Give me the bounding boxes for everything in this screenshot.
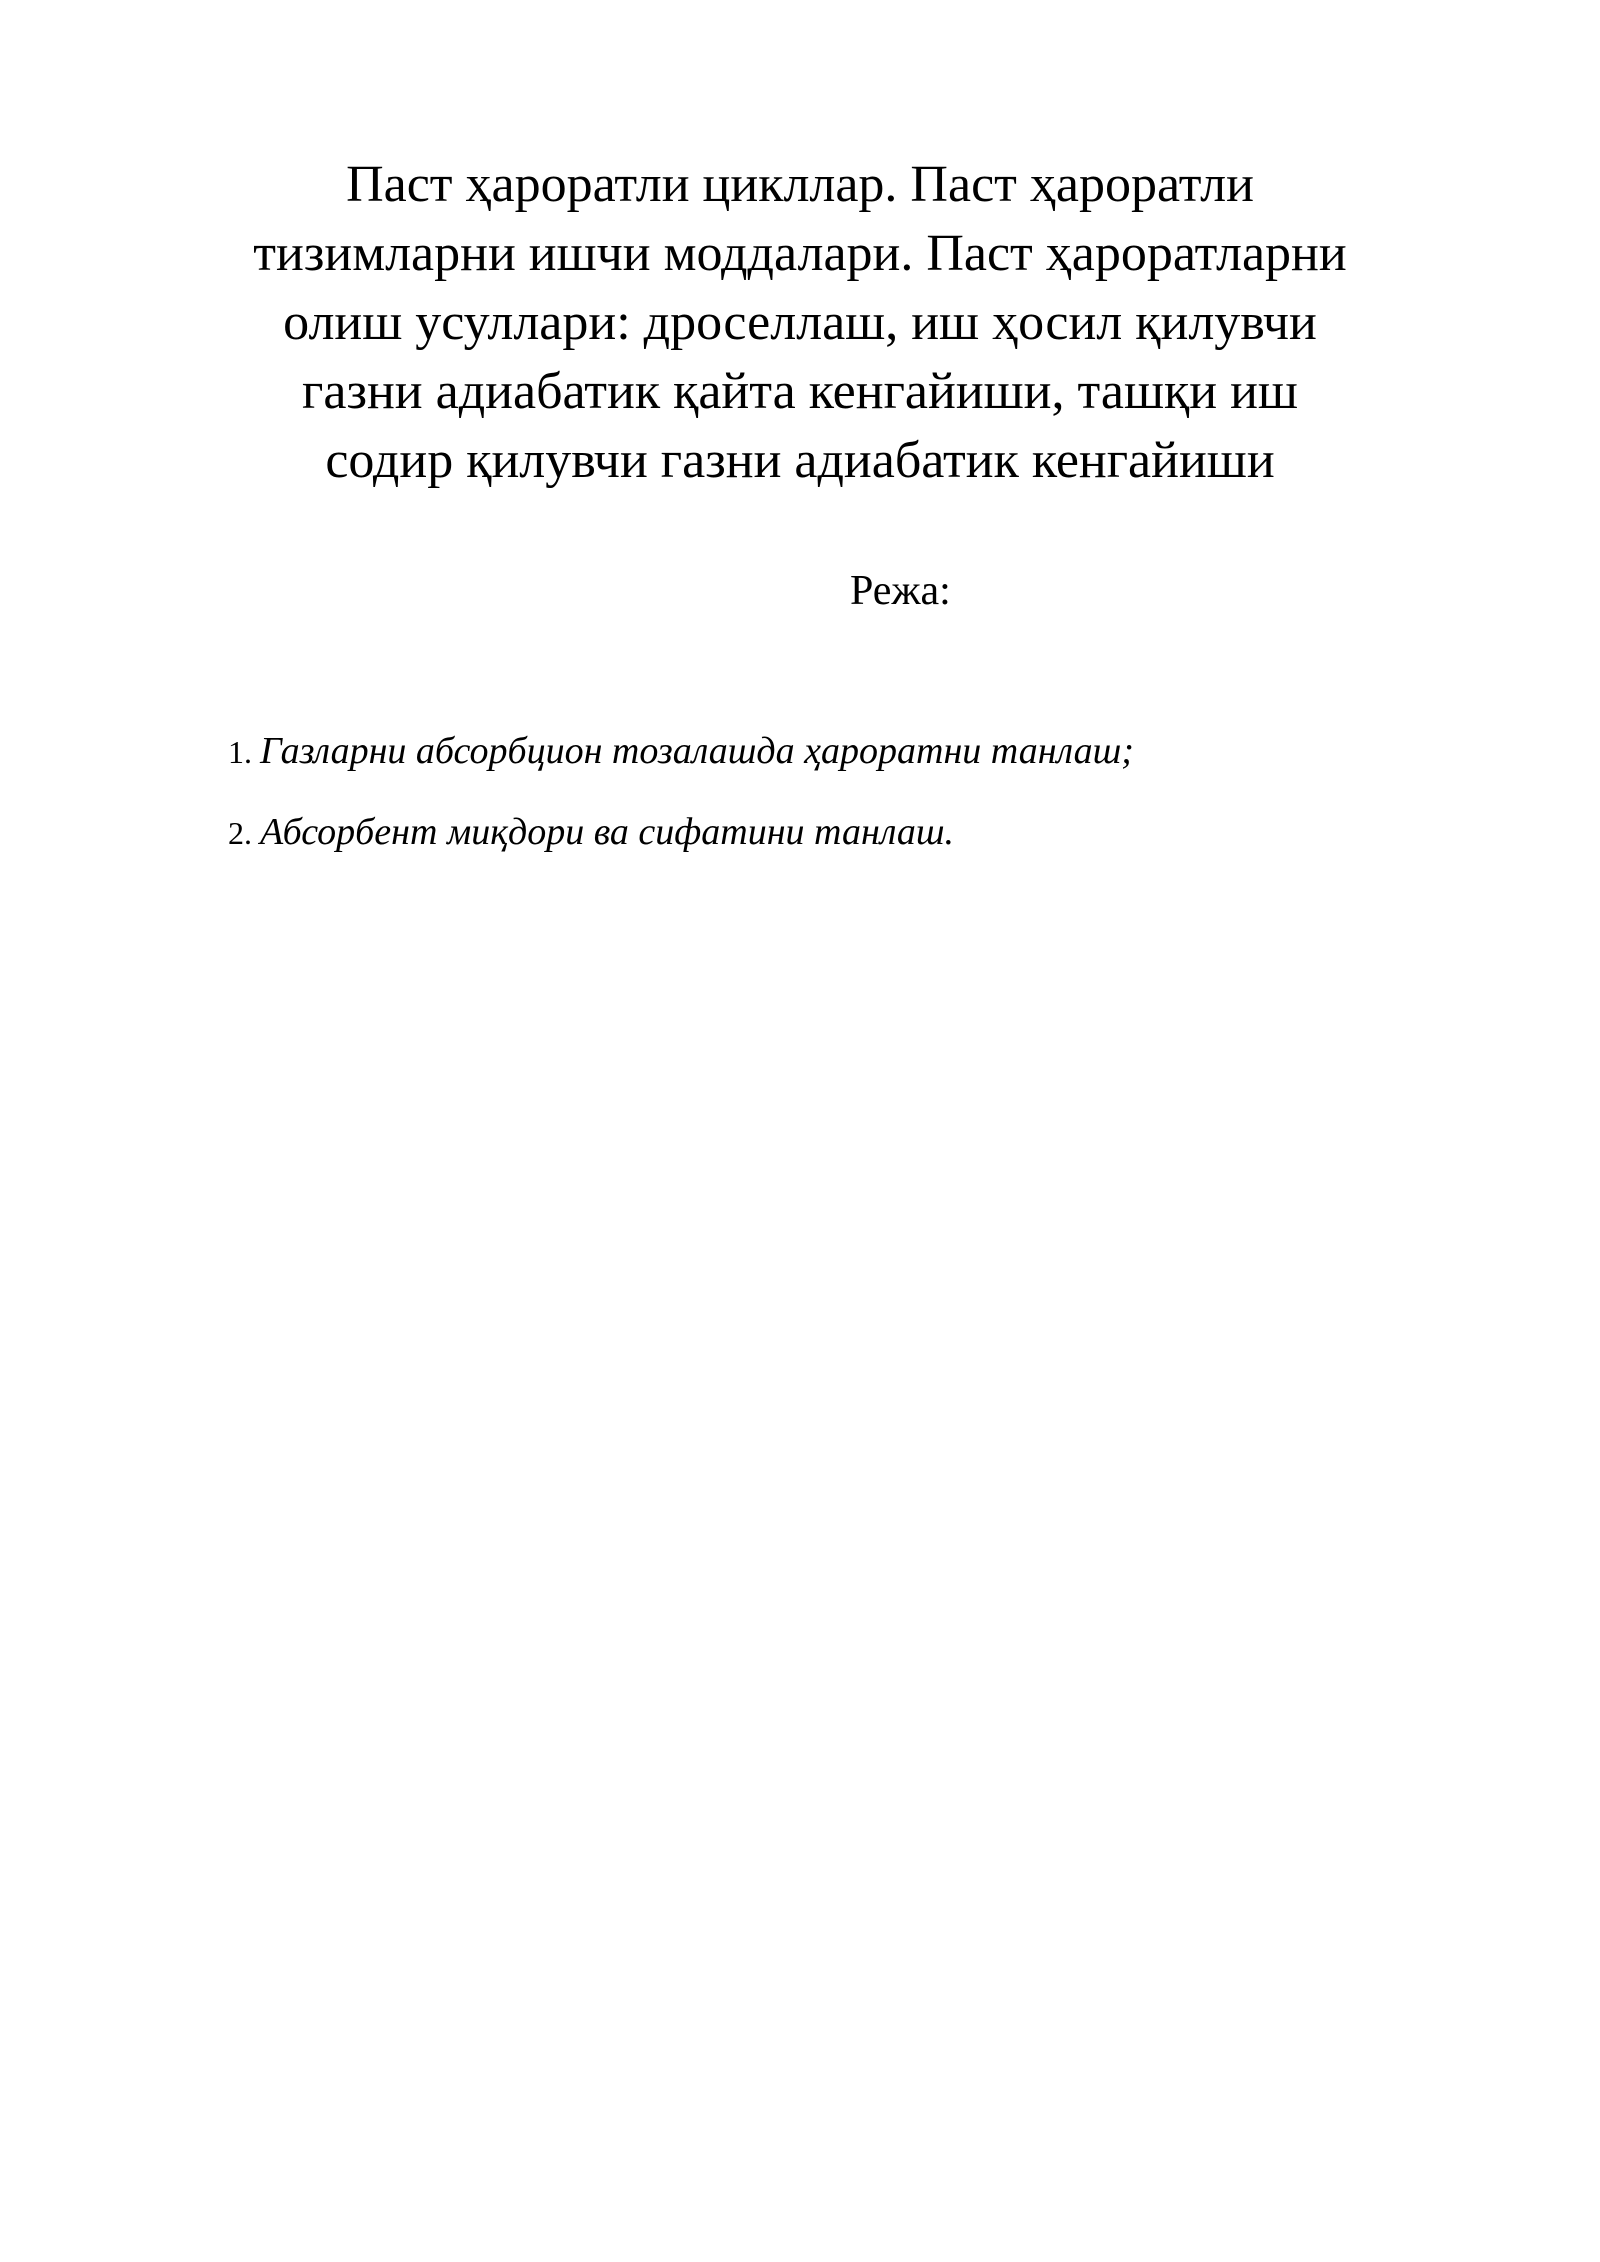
plan-heading: Режа: [850,568,951,614]
list-item-number: 1. [228,734,252,770]
plan-list [228,726,1428,888]
title-line: содир қилувчи газни адиабатик кенгайиши [325,432,1275,489]
document-title [200,150,1400,495]
list-item-text: Газларни абсорбцион тозалашда ҳароратни танлаш; [260,730,1134,772]
title-line: тизимларни ишчи моддалари. Паст ҳароратларни [253,225,1347,282]
title-line: олиш усуллари: дроселлаш, иш ҳосил қилувчи [283,294,1317,351]
list-item-number: 2. [228,815,252,851]
list-item-text: Абсорбент миқдори ва сифатини танлаш. [260,811,955,853]
title-line: газни адиабатик қайта кенгайиши, ташқи иш [302,363,1298,420]
list-item [228,807,1428,858]
title-line: Паст ҳароратли цикллар. Паст ҳароратли [346,156,1254,213]
list-item [228,726,1428,777]
